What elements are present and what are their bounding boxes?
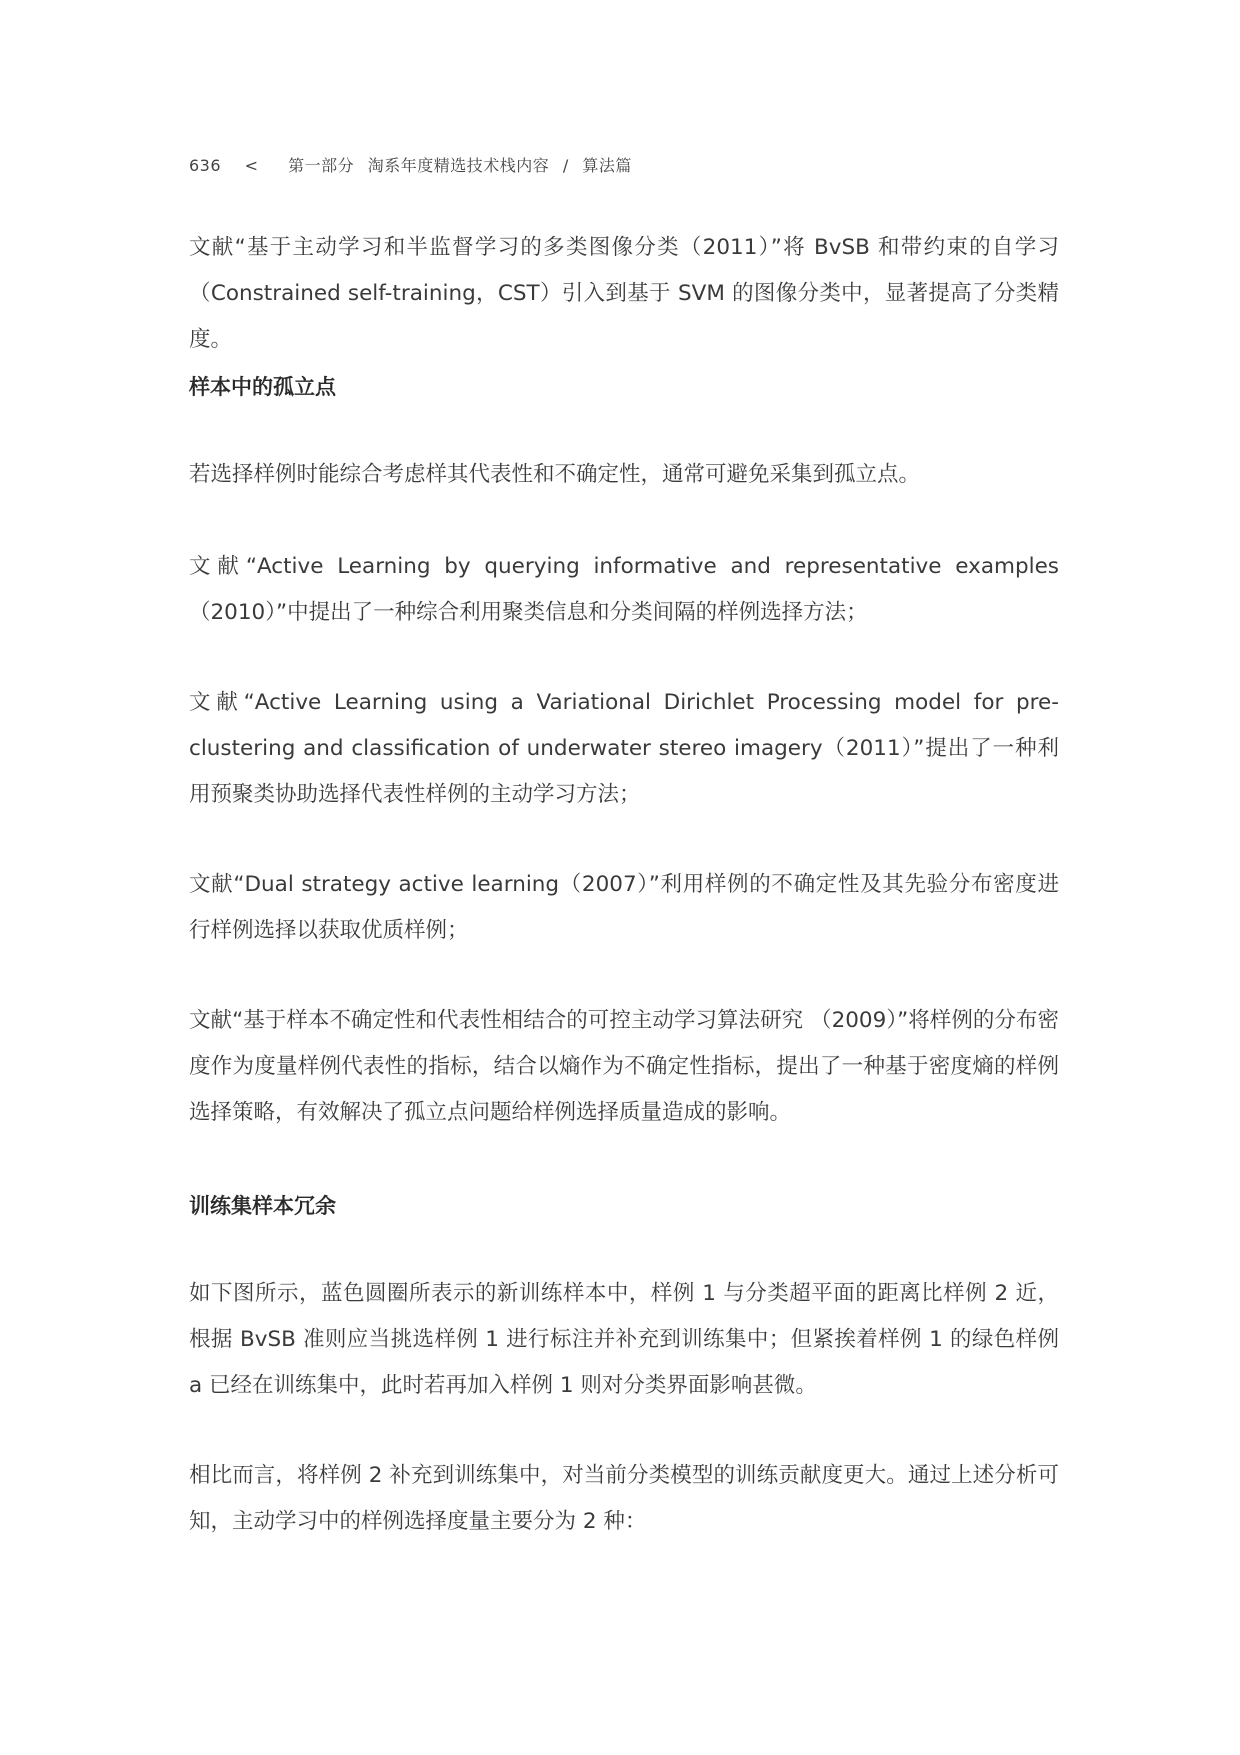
header-book-title: 淘系年度精选技术栈内容 xyxy=(367,156,550,175)
paragraph-bvsb-cst: 文献“基于主动学习和半监督学习的多类图像分类（2011）”将 BvSB 和带约束的自学习（Constrained self-training，CST）引入到基于 SVM 的图像分类中，显著提高了分类精度。 xyxy=(189,235,1059,352)
header-chapter: 算法篇 xyxy=(582,156,632,175)
paragraph-ref-dual-strategy: 文献“Dual strategy active learning（2007）”利用样例的不确定性及其先验分布密度进行样例选择以获取优质样例； xyxy=(189,872,1059,943)
paragraph-representativeness: 若选择样例时能综合考虑样其代表性和不确定性，通常可避免采集到孤立点。 xyxy=(189,462,921,487)
section-heading-outliers: 样本中的孤立点 xyxy=(189,375,336,399)
paragraph-conclusion: 相比而言，将样例 2 补充到训练集中，对当前分类模型的训练贡献度更大。通过上述分析可知，主动学习中的样例选择度量主要分为 2 种： xyxy=(189,1463,1059,1534)
header-separator: < xyxy=(244,156,259,175)
paragraph-figure-explanation: 如下图所示，蓝色圆圈所表示的新训练样本中，样例 1 与分类超平面的距离比样例 2 近，根据 BvSB 准则应当挑选样例 1 进行标注并补充到训练集中；但紧挨着样例 1 的绿色样例 a 已经在训练集中，此时若再加入样例 1 则对分类界面影响甚微。 xyxy=(189,1281,1059,1398)
header-part: 第一部分 xyxy=(288,156,355,175)
page-number: 636 xyxy=(189,156,222,175)
running-header xyxy=(189,153,632,176)
paragraph-ref-dirichlet: 文献“Active Learning using a Variational Dirichlet Processing model for pre-clustering and classification of underwater stereo imagery（2011）”提出了一种利用预聚类协助选择代表性样例的主动学习方法； xyxy=(189,690,1059,807)
section-heading-redundancy: 训练集样本冗余 xyxy=(189,1194,336,1218)
paragraph-ref-2010: 文献“Active Learning by querying informative and representative examples（2010）”中提出了一种综合利用聚类信息和分类间隔的样例选择方法； xyxy=(189,554,1059,625)
paragraph-ref-density-entropy: 文献“基于样本不确定性和代表性相结合的可控主动学习算法研究 （2009）”将样例的分布密度作为度量样例代表性的指标，结合以熵作为不确定性指标，提出了一种基于密度熵的样例选择策略，有效解决了孤立点问题给样例选择质量造成的影响。 xyxy=(189,1008,1059,1125)
header-slash: / xyxy=(562,156,569,175)
